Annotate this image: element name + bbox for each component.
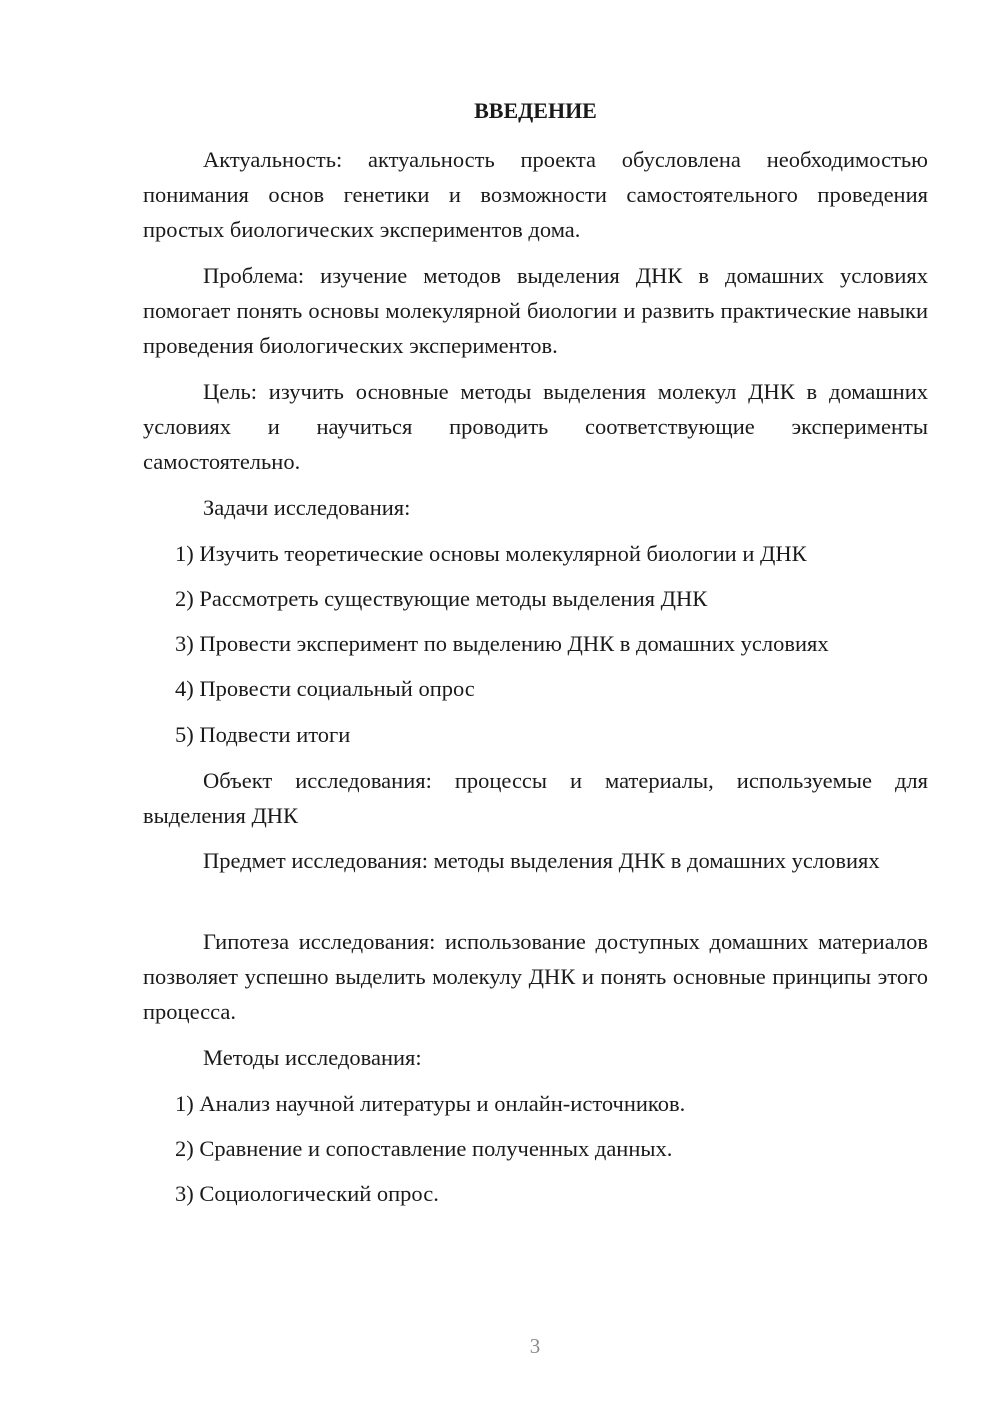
hypothesis-paragraph: Гипотеза исследования: использование доступных домашних материалов позволяет успешно выделить молекулу ДНК и понять основные принципы этого процесса. (143, 929, 928, 1024)
relevance-paragraph: Актуальность: актуальность проекта обусловлена необходимостью понимания основ генетики и возможности самостоятельного проведения простых биологических экспериментов дома. (143, 147, 928, 242)
goal-paragraph: Цель: изучить основные методы выделения молекул ДНК в домашних условиях и научиться проводить соответствующие эксперименты самостоятельно. (143, 379, 928, 474)
page-number: 3 (529, 1334, 541, 1358)
problem-paragraph: Проблема: изучение методов выделения ДНК в домашних условиях помогает понять основы молекулярной биологии и развить практические навыки проведения биологических экспериментов. (143, 263, 928, 358)
subject-paragraph: Предмет исследования: методы выделения ДНК в домашних условиях (203, 848, 880, 873)
methods-title: Методы исследования: (203, 1045, 422, 1070)
tasks-title: Задачи исследования: (203, 495, 411, 520)
method-item: 1) Анализ научной литературы и онлайн-источников. (175, 1091, 686, 1116)
method-item: 3) Социологический опрос. (175, 1181, 439, 1206)
task-item: 1) Изучить теоретические основы молекулярной биологии и ДНК (175, 541, 807, 566)
method-item: 2) Сравнение и сопоставление полученных данных. (175, 1136, 673, 1161)
object-paragraph: Объект исследования: процессы и материалы, используемые для выделения ДНК (143, 768, 928, 828)
task-item: 5) Подвести итоги (175, 722, 351, 747)
task-item: 3) Провести эксперимент по выделению ДНК в домашних условиях (175, 631, 829, 656)
page-title: ВВЕДЕНИЕ (474, 98, 597, 123)
task-item: 4) Провести социальный опрос (175, 676, 475, 701)
task-item: 2) Рассмотреть существующие методы выделения ДНК (175, 586, 708, 611)
